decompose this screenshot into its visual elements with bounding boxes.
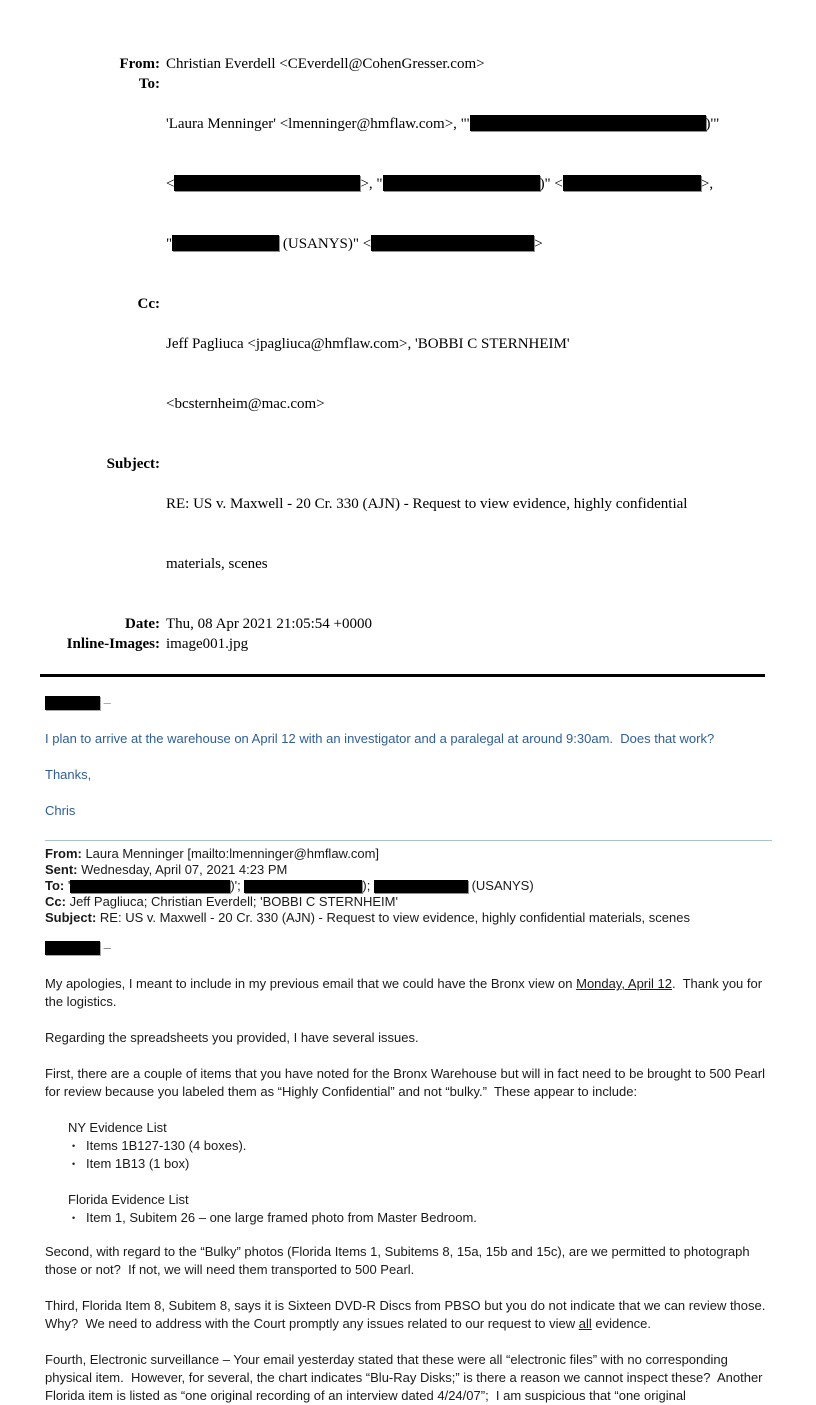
cc-label: Cc: bbox=[137, 296, 160, 312]
quoted-to-label: To: bbox=[45, 878, 68, 893]
quoted-divider-rule bbox=[45, 840, 772, 841]
redaction-bar bbox=[45, 941, 100, 955]
email-body bbox=[45, 694, 772, 1405]
cc-value-line: Jeff Pagliuca <jpagliuca@hmflaw.com>, 'BOBBI C STERNHEIM' bbox=[166, 336, 570, 352]
bullet-icon: • bbox=[72, 1159, 76, 1169]
quoted-greeting-redacted: – bbox=[45, 939, 772, 957]
quoted-sent-value: Wednesday, April 07, 2021 4:23 PM bbox=[81, 862, 288, 877]
header-row-date bbox=[0, 614, 816, 634]
evidence-item bbox=[72, 1155, 772, 1173]
inline-images-value: image001.jpg bbox=[166, 636, 249, 652]
paragraph-fourth: Fourth, Electronic surveillance – Your email yesterday stated that these were all “electronic files” with no corresponding physical item. However, for several, the chart indicates “Blu-Ray Disks;” is there a reason we cannot inspect these? Another Florida item is listed as “one original recording of an interview dated 4/24/07”; I am suspicious that “one original bbox=[45, 1352, 767, 1403]
paragraph-third: Third, Florida Item 8, Subitem 8, says it is Sixteen DVD-R Discs from PBSO but you do not indicate that we can review those. Why? We need to address with the Court promptly any issues related to our request to view all evidence. bbox=[45, 1298, 773, 1331]
paragraph-apologies: My apologies, I meant to include in my previous email that we could have the Bronx view on Monday, April 12. Thank you for the logistics. bbox=[45, 976, 766, 1009]
quoted-subject-row bbox=[45, 910, 772, 926]
evidence-item-text: Item 1B13 (1 box) bbox=[86, 1156, 190, 1171]
redaction-bar bbox=[45, 696, 100, 710]
quoted-cc-row bbox=[45, 894, 772, 910]
date-label: Date: bbox=[125, 616, 160, 632]
evidence-list-florida bbox=[45, 1191, 772, 1227]
reply-paragraph: I plan to arrive at the warehouse on April 12 with an investigator and a paralegal at around 9:30am. Does that work? bbox=[45, 731, 715, 746]
redaction-bar bbox=[383, 175, 540, 191]
quoted-cc-label: Cc: bbox=[45, 894, 70, 909]
redaction-bar bbox=[172, 235, 279, 251]
quoted-to-value: ' )'; ); (USANYS) bbox=[67, 878, 534, 893]
evidence-list-ny bbox=[45, 1119, 772, 1173]
to-value-line: < >, " )" < >, bbox=[166, 176, 714, 192]
mail-header bbox=[0, 0, 816, 654]
date-value: Thu, 08 Apr 2021 21:05:54 +0000 bbox=[166, 616, 372, 632]
inline-images-label: Inline-Images: bbox=[66, 636, 160, 652]
quoted-to-row bbox=[45, 878, 772, 894]
evidence-item-text: Item 1, Subitem 26 – one large framed photo from Master Bedroom. bbox=[86, 1210, 477, 1225]
to-label: To: bbox=[138, 76, 160, 92]
header-divider-rule bbox=[40, 674, 765, 677]
reply-closing: Thanks, bbox=[45, 767, 92, 782]
header-row-inline-images bbox=[0, 634, 816, 654]
paragraph-spreadsheets: Regarding the spreadsheets you provided, I have several issues. bbox=[45, 1030, 419, 1045]
underlined-text: all bbox=[578, 1316, 592, 1331]
reply-signature: Chris bbox=[45, 803, 76, 818]
bullet-icon: • bbox=[72, 1141, 76, 1151]
evidence-item bbox=[72, 1137, 772, 1155]
underlined-text: Monday, April 12 bbox=[576, 976, 672, 991]
paragraph-second: Second, with regard to the “Bulky” photos (Florida Items 1, Subitems 8, 15a, 15b and 15c), are we permitted to photograph those or not? If not, we will need them transported to 500 Pearl. bbox=[45, 1244, 754, 1277]
header-row-cc bbox=[0, 294, 816, 454]
quoted-from-row bbox=[45, 846, 772, 862]
subject-value-line: materials, scenes bbox=[166, 556, 268, 572]
from-label: From: bbox=[119, 56, 160, 72]
evidence-list-title: Florida Evidence List bbox=[68, 1192, 189, 1207]
redaction-bar bbox=[374, 880, 468, 893]
paragraph-first: First, there are a couple of items that you have noted for the Bronx Warehouse but will in fact need to be brought to 500 Pearl for review because you labeled them as “Highly Confidential” and not “bulky.” These appear to include: bbox=[45, 1066, 769, 1099]
header-row-from bbox=[0, 54, 816, 74]
subject-label: Subject: bbox=[106, 456, 160, 472]
evidence-item bbox=[72, 1209, 772, 1227]
quoted-sent-row bbox=[45, 862, 772, 878]
subject-value-line: RE: US v. Maxwell - 20 Cr. 330 (AJN) - Request to view evidence, highly confidential bbox=[166, 496, 688, 512]
reply-greeting-redacted: – bbox=[45, 694, 772, 712]
quoted-from-label: From: bbox=[45, 846, 86, 861]
to-value bbox=[166, 74, 719, 294]
evidence-list-title: NY Evidence List bbox=[68, 1120, 167, 1135]
to-value-line: " (USANYS)" < > bbox=[166, 236, 543, 252]
cc-value-line: <bcsternheim@mac.com> bbox=[166, 396, 325, 412]
redaction-bar bbox=[371, 235, 534, 251]
cc-value bbox=[166, 294, 570, 454]
to-value-line: 'Laura Menninger' <lmenninger@hmflaw.com>, "' )'" bbox=[166, 116, 720, 132]
bullet-icon: • bbox=[72, 1213, 76, 1223]
subject-value bbox=[166, 454, 687, 614]
header-row-subject bbox=[0, 454, 816, 614]
redaction-bar bbox=[244, 880, 362, 893]
from-value: Christian Everdell <CEverdell@CohenGresser.com> bbox=[166, 56, 485, 72]
quoted-sent-label: Sent: bbox=[45, 862, 82, 877]
quoted-subject-label: Subject: bbox=[45, 910, 100, 925]
quoted-subject-value: RE: US v. Maxwell - 20 Cr. 330 (AJN) - Request to view evidence, highly confidential materials, scenes bbox=[99, 910, 690, 925]
quoted-cc-value: Jeff Pagliuca; Christian Everdell; 'BOBBI C STERNHEIM' bbox=[69, 894, 398, 909]
redaction-bar bbox=[174, 175, 360, 191]
redaction-bar bbox=[563, 175, 701, 191]
quoted-header bbox=[45, 846, 772, 926]
redaction-bar bbox=[470, 115, 706, 131]
redaction-bar bbox=[70, 880, 230, 893]
evidence-item-text: Items 1B127-130 (4 boxes). bbox=[86, 1138, 247, 1153]
header-row-to bbox=[0, 74, 816, 294]
quoted-from-value: Laura Menninger [mailto:lmenninger@hmflaw.com] bbox=[85, 846, 380, 861]
